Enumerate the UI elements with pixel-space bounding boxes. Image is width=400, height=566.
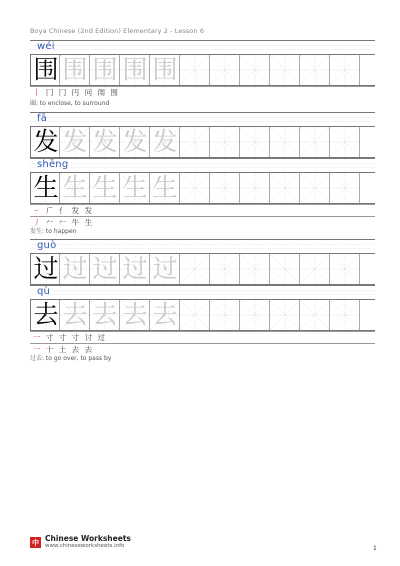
- stroke-order: 一 十 土 去 去: [33, 345, 94, 354]
- cell-guide-lines: [330, 127, 360, 157]
- model-character: 围: [33, 55, 59, 84]
- practice-cell: [180, 55, 210, 85]
- practice-cell: [180, 254, 210, 284]
- practice-cell: [60, 173, 90, 203]
- practice-cell: [300, 173, 330, 203]
- trace-character: 发: [62, 127, 88, 156]
- practice-cell: [150, 55, 180, 85]
- cell-guide-lines: [330, 55, 360, 85]
- practice-cell: [240, 127, 270, 157]
- cell-guide-lines: [240, 254, 270, 284]
- trace-character: 去: [152, 300, 178, 329]
- pinyin-row: [30, 40, 375, 54]
- practice-grid-row: [30, 126, 375, 158]
- practice-cell: [240, 300, 270, 330]
- brand-url: www.chineseworksheets.info: [45, 543, 125, 549]
- practice-cell: [210, 300, 240, 330]
- pinyin-guide-lines: [30, 286, 375, 299]
- practice-cell: [60, 254, 90, 284]
- stroke-order-row: [30, 331, 375, 343]
- stroke-order: ㇀ 𠂆 ⺅ 发 发: [33, 206, 94, 215]
- trace-character: 去: [92, 300, 118, 329]
- model-character: 发: [33, 127, 59, 156]
- practice-cell: [240, 55, 270, 85]
- practice-cell: [60, 127, 90, 157]
- trace-character: 过: [152, 254, 178, 283]
- pinyin-guide-lines: [30, 41, 375, 54]
- pinyin-guide-lines: [30, 113, 375, 126]
- gloss-text: 过去: to go over, to pass by: [30, 355, 112, 362]
- trace-character: 发: [122, 127, 148, 156]
- pinyin-row: [30, 112, 375, 126]
- cell-guide-lines: [240, 173, 270, 203]
- footer-logo: [30, 535, 131, 550]
- practice-cell: [270, 127, 300, 157]
- practice-cell: [300, 254, 330, 284]
- practice-cell: [120, 173, 150, 203]
- cell-guide-lines: [300, 127, 330, 157]
- practice-cell: [90, 173, 120, 203]
- practice-cell: [240, 254, 270, 284]
- stroke-order: 丿 𠂉 𠂉 牛 生: [33, 218, 94, 227]
- brand-name: Chinese Worksheets: [45, 534, 131, 543]
- practice-cell: [120, 300, 150, 330]
- pinyin-label: guò: [37, 240, 57, 251]
- cell-guide-lines: [270, 254, 300, 284]
- practice-cell: [90, 55, 120, 85]
- char-block-fa: [30, 112, 375, 228]
- model-character: 去: [33, 300, 59, 329]
- practice-cell: [270, 55, 300, 85]
- practice-cell: [120, 55, 150, 85]
- practice-cell: [330, 300, 360, 330]
- pinyin-row: [30, 285, 375, 299]
- practice-cell: [90, 300, 120, 330]
- char-block-guo: [30, 239, 375, 355]
- model-character: 生: [33, 173, 59, 202]
- practice-cell: [330, 173, 360, 203]
- practice-cell: [270, 300, 300, 330]
- pinyin-label: fā: [37, 113, 48, 124]
- cell-guide-lines: [240, 300, 270, 330]
- pinyin-row: [30, 239, 375, 253]
- model-cell: [30, 127, 60, 157]
- practice-cell: [150, 300, 180, 330]
- cell-guide-lines: [210, 55, 240, 85]
- cell-guide-lines: [300, 254, 330, 284]
- practice-cell: [300, 300, 330, 330]
- cell-guide-lines: [270, 173, 300, 203]
- cell-guide-lines: [300, 173, 330, 203]
- practice-cell: [180, 300, 210, 330]
- practice-cell: [60, 300, 90, 330]
- practice-cell: [60, 55, 90, 85]
- practice-cell: [330, 127, 360, 157]
- cell-guide-lines: [180, 127, 210, 157]
- stroke-order-row: [30, 86, 375, 98]
- practice-cell: [210, 173, 240, 203]
- trace-character: 围: [152, 55, 178, 84]
- practice-cell: [90, 127, 120, 157]
- gloss-text: 圍: to enclose, to surround: [30, 100, 110, 107]
- trace-character: 过: [62, 254, 88, 283]
- practice-cell: [300, 55, 330, 85]
- practice-cell: [150, 173, 180, 203]
- gloss-text: 发生: to happen: [30, 228, 77, 235]
- trace-character: 发: [92, 127, 118, 156]
- cell-guide-lines: [180, 55, 210, 85]
- trace-character: 围: [122, 55, 148, 84]
- cell-guide-lines: [210, 127, 240, 157]
- cell-guide-lines: [240, 127, 270, 157]
- model-cell: [30, 300, 60, 330]
- practice-cell: [120, 127, 150, 157]
- trace-character: 生: [62, 173, 88, 202]
- trace-character: 过: [122, 254, 148, 283]
- cell-guide-lines: [300, 55, 330, 85]
- trace-character: 生: [152, 173, 178, 202]
- practice-cell: [330, 55, 360, 85]
- trace-character: 围: [62, 55, 88, 84]
- pinyin-label: shēng: [37, 159, 69, 170]
- practice-cell: [150, 254, 180, 284]
- cell-guide-lines: [210, 300, 240, 330]
- practice-cell: [180, 173, 210, 203]
- stroke-order-row: [30, 204, 375, 216]
- cell-guide-lines: [210, 173, 240, 203]
- practice-cell: [210, 127, 240, 157]
- trace-character: 发: [152, 127, 178, 156]
- stroke-order-row: [30, 216, 375, 228]
- cell-guide-lines: [330, 173, 360, 203]
- practice-cell: [180, 127, 210, 157]
- cell-guide-lines: [210, 254, 240, 284]
- trace-character: 过: [92, 254, 118, 283]
- cell-guide-lines: [180, 300, 210, 330]
- practice-cell: [330, 254, 360, 284]
- model-cell: [30, 254, 60, 284]
- stroke-order: 一 寸 寸 寸 讨 过: [33, 333, 107, 342]
- trace-character: 生: [122, 173, 148, 202]
- practice-cell: [210, 55, 240, 85]
- cell-guide-lines: [180, 173, 210, 203]
- pinyin-label: qù: [37, 286, 51, 297]
- pinyin-row: [30, 158, 375, 172]
- cell-guide-lines: [180, 254, 210, 284]
- cell-guide-lines: [330, 254, 360, 284]
- pinyin-guide-lines: [30, 240, 375, 253]
- model-cell: [30, 55, 60, 85]
- cell-guide-lines: [270, 127, 300, 157]
- trace-character: 生: [92, 173, 118, 202]
- pinyin-guide-lines: [30, 159, 375, 172]
- practice-cell: [270, 173, 300, 203]
- model-character: 过: [33, 254, 59, 283]
- practice-cell: [270, 254, 300, 284]
- char-block-wei: [30, 40, 375, 98]
- page-number: 1: [373, 545, 377, 552]
- cell-guide-lines: [300, 300, 330, 330]
- practice-cell: [210, 254, 240, 284]
- trace-character: 去: [62, 300, 88, 329]
- practice-grid-row: [30, 253, 375, 285]
- practice-grid-row: [30, 54, 375, 86]
- practice-cell: [300, 127, 330, 157]
- trace-character: 去: [122, 300, 148, 329]
- chinese-worksheets-logo-icon: 中: [32, 538, 39, 547]
- practice-grid-row: [30, 172, 375, 204]
- cell-guide-lines: [240, 55, 270, 85]
- cell-guide-lines: [270, 55, 300, 85]
- stroke-order: 丨 冂 冂 円 冋 闱 围: [33, 88, 120, 97]
- cell-guide-lines: [330, 300, 360, 330]
- practice-cell: [90, 254, 120, 284]
- page-header: Boya Chinese (2nd Edition) Elementary 2 - Lesson 6: [30, 27, 205, 35]
- cell-guide-lines: [270, 300, 300, 330]
- pinyin-label: wéi: [37, 41, 55, 52]
- model-cell: [30, 173, 60, 203]
- practice-cell: [120, 254, 150, 284]
- practice-grid-row: [30, 299, 375, 331]
- practice-cell: [150, 127, 180, 157]
- practice-cell: [240, 173, 270, 203]
- trace-character: 围: [92, 55, 118, 84]
